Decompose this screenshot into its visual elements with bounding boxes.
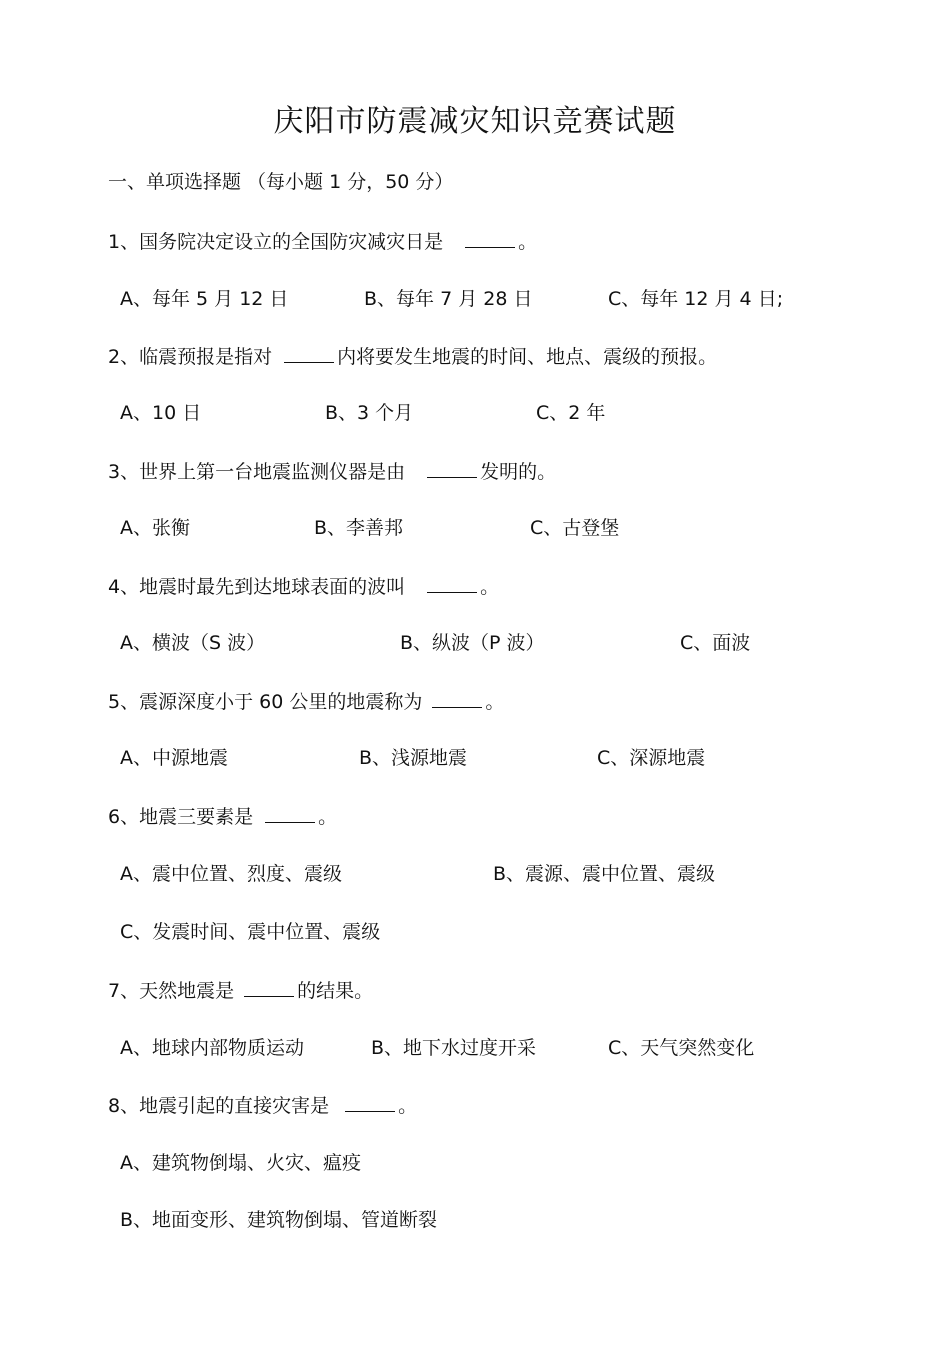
question-stem: 5、震源深度小于 60 公里的地震称为 [108,691,423,713]
answer-blank [265,804,315,823]
option-b: B、纵波（P 波） [400,632,545,654]
option-a: A、横波（S 波） [120,632,266,654]
option-b: B、震源、震中位置、震级 [493,863,716,885]
option-a: A、建筑物倒塌、火灾、瘟疫 [120,1152,361,1174]
question-stem-end: 内将要发生地震的时间、地点、震级的预报。 [337,346,718,368]
option-b: B、地下水过度开采 [371,1037,537,1059]
option-a: A、中源地震 [120,747,228,769]
question-stem-end: 。 [480,576,500,598]
question-stem-end: 的结果。 [297,980,374,1002]
option-b: B、地面变形、建筑物倒塌、管道断裂 [120,1209,438,1231]
option-b: B、每年 7 月 28 日 [364,288,533,310]
option-c: C、古登堡 [530,517,620,539]
option-a: A、10 日 [120,402,202,424]
question-stem: 4、地震时最先到达地球表面的波叫 [108,576,406,598]
option-c: C、面波 [680,632,751,654]
option-a: A、张衡 [120,517,190,539]
answer-blank [345,1093,395,1112]
question-1 [108,229,537,254]
option-c: C、天气突然变化 [608,1037,755,1059]
question-stem-end: 发明的。 [480,461,557,483]
option-c: C、深源地震 [597,747,706,769]
answer-blank [432,689,482,708]
option-b: B、李善邦 [314,517,404,539]
answer-blank [465,229,515,248]
option-b: B、3 个月 [325,402,414,424]
question-6 [108,804,337,829]
answer-blank [284,344,334,363]
question-stem: 2、临震预报是指对 [108,346,273,368]
answer-blank [427,459,477,478]
page-title: 庆阳市防震减灾知识竞赛试题 [273,104,677,139]
question-8 [108,1093,417,1118]
question-stem: 8、地震引起的直接灾害是 [108,1095,330,1117]
question-stem: 3、世界上第一台地震监测仪器是由 [108,461,406,483]
question-3 [108,459,556,484]
option-a: A、震中位置、烈度、震级 [120,863,342,885]
section-heading: 一、单项选择题 （每小题 1 分，50 分） [108,171,454,193]
question-stem: 1、国务院决定设立的全国防灾减灾日是 [108,231,444,253]
question-2 [108,344,717,369]
question-4 [108,574,499,599]
question-stem-end: 。 [518,231,538,253]
question-stem-end: 。 [398,1095,418,1117]
question-5 [108,689,504,714]
option-c: C、发震时间、震中位置、震级 [120,921,381,943]
answer-blank [427,574,477,593]
question-stem: 7、天然地震是 [108,980,235,1002]
answer-blank [244,978,294,997]
option-a: A、地球内部物质运动 [120,1037,304,1059]
option-b: B、浅源地震 [359,747,468,769]
question-7 [108,978,373,1003]
option-a: A、每年 5 月 12 日 [120,288,289,310]
option-c: C、每年 12 月 4 日; [608,288,784,310]
option-c: C、2 年 [536,402,606,424]
question-stem-end: 。 [318,806,338,828]
question-stem-end: 。 [485,691,505,713]
question-stem: 6、地震三要素是 [108,806,254,828]
